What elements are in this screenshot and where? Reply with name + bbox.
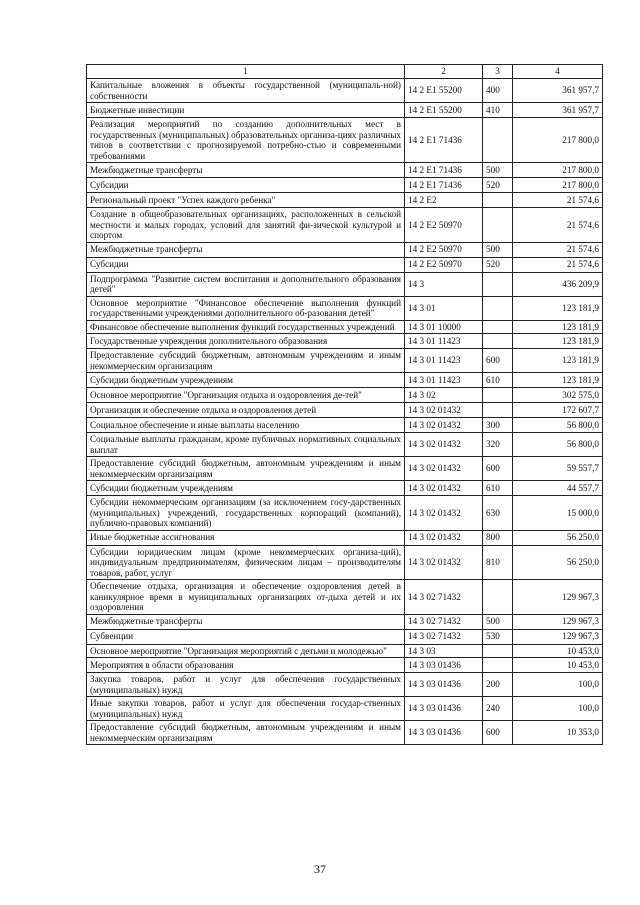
row-amount: 217 800,0 bbox=[513, 178, 603, 193]
table-row bbox=[87, 629, 603, 644]
row-name: Межбюджетные трансферты bbox=[87, 163, 405, 178]
row-name: Основное мероприятие "Организация мероприятий с детьми и молодежью" bbox=[87, 644, 405, 658]
row-expense-type bbox=[483, 580, 513, 615]
row-amount: 129 967,3 bbox=[513, 629, 603, 644]
row-code: 14 3 01 10000 bbox=[405, 320, 483, 334]
row-expense-type: 610 bbox=[483, 481, 513, 496]
row-code: 14 3 02 01432 bbox=[405, 433, 483, 457]
row-expense-type: 610 bbox=[483, 373, 513, 388]
table-row bbox=[87, 178, 603, 193]
row-amount: 59 557,7 bbox=[513, 457, 603, 481]
row-code: 14 3 02 01432 bbox=[405, 403, 483, 418]
row-amount: 21 574,6 bbox=[513, 257, 603, 272]
page-number: 37 bbox=[314, 862, 326, 876]
row-amount: 21 574,6 bbox=[513, 193, 603, 208]
row-expense-type: 800 bbox=[483, 530, 513, 545]
row-name: Субсидии некоммерческим организациям (за исключением госу-дарственных (муниципальных) учреждений, государственных корпораций (компаний), публично-правовых компаний) bbox=[87, 496, 405, 531]
table-row bbox=[87, 349, 603, 373]
budget-table bbox=[86, 64, 603, 745]
table-row bbox=[87, 388, 603, 403]
row-expense-type: 500 bbox=[483, 614, 513, 629]
row-expense-type bbox=[483, 403, 513, 418]
row-expense-type: 520 bbox=[483, 178, 513, 193]
table-row bbox=[87, 242, 603, 257]
row-expense-type: 500 bbox=[483, 242, 513, 257]
row-name: Организация и обеспечение отдыха и оздоровления детей bbox=[87, 403, 405, 418]
row-name: Межбюджетные трансферты bbox=[87, 614, 405, 629]
table-row bbox=[87, 530, 603, 545]
row-amount: 129 967,3 bbox=[513, 614, 603, 629]
table-row bbox=[87, 334, 603, 349]
row-amount: 123 181,9 bbox=[513, 296, 603, 320]
row-code: 14 3 01 11423 bbox=[405, 334, 483, 349]
row-name: Основное мероприятие "Финансовое обеспечение выполнения функций государственными учреждениями дополнительного об-разования детей" bbox=[87, 296, 405, 320]
row-code: 14 3 03 bbox=[405, 644, 483, 658]
row-code: 14 3 02 71432 bbox=[405, 614, 483, 629]
row-name: Основное мероприятие "Организация отдыха и оздоровления де-тей" bbox=[87, 388, 405, 403]
table-row bbox=[87, 403, 603, 418]
row-expense-type: 600 bbox=[483, 457, 513, 481]
row-name: Субвенции bbox=[87, 629, 405, 644]
row-amount: 56 800,0 bbox=[513, 433, 603, 457]
table-row bbox=[87, 481, 603, 496]
row-amount: 21 574,6 bbox=[513, 208, 603, 243]
column-header-vr: 3 bbox=[483, 65, 513, 79]
row-code: 14 2 E1 71436 bbox=[405, 118, 483, 163]
header-row bbox=[87, 65, 603, 79]
row-code: 14 3 02 01432 bbox=[405, 530, 483, 545]
row-amount: 217 800,0 bbox=[513, 163, 603, 178]
row-code: 14 2 E2 bbox=[405, 193, 483, 208]
row-amount: 10 453,0 bbox=[513, 658, 603, 673]
row-amount: 129 967,3 bbox=[513, 580, 603, 615]
row-code: 14 3 02 01432 bbox=[405, 545, 483, 580]
row-expense-type: 320 bbox=[483, 433, 513, 457]
row-code: 14 2 E1 55200 bbox=[405, 103, 483, 118]
row-name: Субсидии юридическим лицам (кроме некоммерческих организа-ций), индивидуальным предпринимателям, физическим лицам – производителям товаров, работ, услуг bbox=[87, 545, 405, 580]
row-expense-type: 600 bbox=[483, 349, 513, 373]
row-code: 14 2 E2 50970 bbox=[405, 242, 483, 257]
row-name: Иные закупки товаров, работ и услуг для обеспечения государ-ственных (муниципальных) нужд bbox=[87, 697, 405, 721]
row-expense-type: 200 bbox=[483, 673, 513, 697]
row-code: 14 2 E1 55200 bbox=[405, 79, 483, 103]
table-row bbox=[87, 673, 603, 697]
row-code: 14 3 01 11423 bbox=[405, 373, 483, 388]
row-expense-type: 400 bbox=[483, 79, 513, 103]
table-row bbox=[87, 433, 603, 457]
row-name: Субсидии бюджетным учреждениям bbox=[87, 373, 405, 388]
row-name: Бюджетные инвестиции bbox=[87, 103, 405, 118]
row-amount: 56 800,0 bbox=[513, 418, 603, 433]
row-amount: 15 000,0 bbox=[513, 496, 603, 531]
row-amount: 123 181,9 bbox=[513, 320, 603, 334]
table-row bbox=[87, 658, 603, 673]
row-amount: 10 353,0 bbox=[513, 721, 603, 745]
column-header-sum: 4 bbox=[513, 65, 603, 79]
row-amount: 56 250,0 bbox=[513, 530, 603, 545]
row-expense-type bbox=[483, 388, 513, 403]
row-expense-type bbox=[483, 320, 513, 334]
row-amount: 361 957,7 bbox=[513, 103, 603, 118]
table-row bbox=[87, 697, 603, 721]
row-amount: 10 453,0 bbox=[513, 644, 603, 658]
row-name: Мероприятия в области образования bbox=[87, 658, 405, 673]
row-code: 14 2 E1 71436 bbox=[405, 178, 483, 193]
table-row bbox=[87, 580, 603, 615]
row-code: 14 2 E2 50970 bbox=[405, 257, 483, 272]
row-name: Социальное обеспечение и иные выплаты населению bbox=[87, 418, 405, 433]
table-row bbox=[87, 721, 603, 745]
row-expense-type: 520 bbox=[483, 257, 513, 272]
row-expense-type: 600 bbox=[483, 721, 513, 745]
table-row bbox=[87, 296, 603, 320]
row-code: 14 3 03 01436 bbox=[405, 658, 483, 673]
row-name: Субсидии bbox=[87, 178, 405, 193]
table-row bbox=[87, 457, 603, 481]
column-header-code: 2 bbox=[405, 65, 483, 79]
row-expense-type bbox=[483, 658, 513, 673]
table-row bbox=[87, 320, 603, 334]
row-amount: 44 557,7 bbox=[513, 481, 603, 496]
row-name: Предоставление субсидий бюджетным, автономным учреждениям и иным некоммерческим организациям bbox=[87, 349, 405, 373]
row-amount: 100,0 bbox=[513, 673, 603, 697]
row-code: 14 3 03 01436 bbox=[405, 697, 483, 721]
row-name: Межбюджетные трансферты bbox=[87, 242, 405, 257]
row-code: 14 3 02 71432 bbox=[405, 580, 483, 615]
row-amount: 21 574,6 bbox=[513, 242, 603, 257]
table-row bbox=[87, 79, 603, 103]
table-row bbox=[87, 614, 603, 629]
row-expense-type bbox=[483, 296, 513, 320]
row-amount: 361 957,7 bbox=[513, 79, 603, 103]
row-amount: 56 250,0 bbox=[513, 545, 603, 580]
table-row bbox=[87, 103, 603, 118]
row-name: Создание в общеобразовательных организациях, расположенных в сельской местности и малых городах, условий для занятий фи-зической культурой и спортом bbox=[87, 208, 405, 243]
row-expense-type: 300 bbox=[483, 418, 513, 433]
row-name: Субсидии бюджетным учреждениям bbox=[87, 481, 405, 496]
table-body bbox=[87, 79, 603, 745]
row-expense-type: 410 bbox=[483, 103, 513, 118]
row-expense-type bbox=[483, 118, 513, 163]
row-code: 14 3 02 01432 bbox=[405, 418, 483, 433]
row-amount: 100,0 bbox=[513, 697, 603, 721]
table-row bbox=[87, 373, 603, 388]
row-code: 14 3 02 71432 bbox=[405, 629, 483, 644]
row-expense-type bbox=[483, 272, 513, 296]
row-name: Государственные учреждения дополнительного образования bbox=[87, 334, 405, 349]
row-name: Подпрограмма "Развитие систем воспитания и дополнительного образования детей" bbox=[87, 272, 405, 296]
row-code: 14 3 03 01436 bbox=[405, 721, 483, 745]
column-header-name: 1 bbox=[87, 65, 405, 79]
table-row bbox=[87, 208, 603, 243]
table-row bbox=[87, 496, 603, 531]
row-amount: 123 181,9 bbox=[513, 334, 603, 349]
row-expense-type: 810 bbox=[483, 545, 513, 580]
row-expense-type: 630 bbox=[483, 496, 513, 531]
row-name: Капитальные вложения в объекты государственной (муниципаль-ной) собственности bbox=[87, 79, 405, 103]
row-name: Финансовое обеспечение выполнения функций государственных учреждений bbox=[87, 320, 405, 334]
row-code: 14 3 02 01432 bbox=[405, 481, 483, 496]
row-name: Субсидии bbox=[87, 257, 405, 272]
row-name: Обеспечение отдыха, организация и обеспечение оздоровления детей в каникулярное время в муниципальных организациях от-дыха детей и их оздоровления bbox=[87, 580, 405, 615]
row-code: 14 3 02 01432 bbox=[405, 457, 483, 481]
row-code: 14 3 03 01436 bbox=[405, 673, 483, 697]
table-row bbox=[87, 418, 603, 433]
row-amount: 436 209,9 bbox=[513, 272, 603, 296]
table-row bbox=[87, 257, 603, 272]
row-expense-type bbox=[483, 193, 513, 208]
row-code: 14 3 02 bbox=[405, 388, 483, 403]
table-row bbox=[87, 644, 603, 658]
row-code: 14 2 E1 71436 bbox=[405, 163, 483, 178]
table-row bbox=[87, 272, 603, 296]
table-row bbox=[87, 545, 603, 580]
row-expense-type: 500 bbox=[483, 163, 513, 178]
row-amount: 123 181,9 bbox=[513, 349, 603, 373]
row-name: Иные бюджетные ассигнования bbox=[87, 530, 405, 545]
row-name: Региональный проект "Успех каждого ребенка" bbox=[87, 193, 405, 208]
row-code: 14 3 02 01432 bbox=[405, 496, 483, 531]
row-code: 14 3 01 11423 bbox=[405, 349, 483, 373]
row-expense-type bbox=[483, 644, 513, 658]
row-code: 14 3 bbox=[405, 272, 483, 296]
row-amount: 217 800,0 bbox=[513, 118, 603, 163]
table-row bbox=[87, 163, 603, 178]
row-name: Закупка товаров, работ и услуг для обеспечения государственных (муниципальных) нужд bbox=[87, 673, 405, 697]
row-amount: 302 575,0 bbox=[513, 388, 603, 403]
row-expense-type: 240 bbox=[483, 697, 513, 721]
row-code: 14 3 01 bbox=[405, 296, 483, 320]
table-row bbox=[87, 193, 603, 208]
row-amount: 123 181,9 bbox=[513, 373, 603, 388]
row-expense-type bbox=[483, 334, 513, 349]
row-amount: 172 607,7 bbox=[513, 403, 603, 418]
table-row bbox=[87, 118, 603, 163]
row-name: Предоставление субсидий бюджетным, автономным учреждениям и иным некоммерческим организациям bbox=[87, 457, 405, 481]
row-expense-type bbox=[483, 208, 513, 243]
row-name: Социальные выплаты гражданам, кроме публичных нормативных социальных выплат bbox=[87, 433, 405, 457]
row-code: 14 2 E2 50970 bbox=[405, 208, 483, 243]
row-name: Предоставление субсидий бюджетным, автономным учреждениям и иным некоммерческим организациям bbox=[87, 721, 405, 745]
row-expense-type: 530 bbox=[483, 629, 513, 644]
row-name: Реализация мероприятий по созданию дополнительных мест в государственных (муниципальных) образовательных организа-циях различных типов в соответствии с прогнозируемой потребно-стью и современными требованиями bbox=[87, 118, 405, 163]
